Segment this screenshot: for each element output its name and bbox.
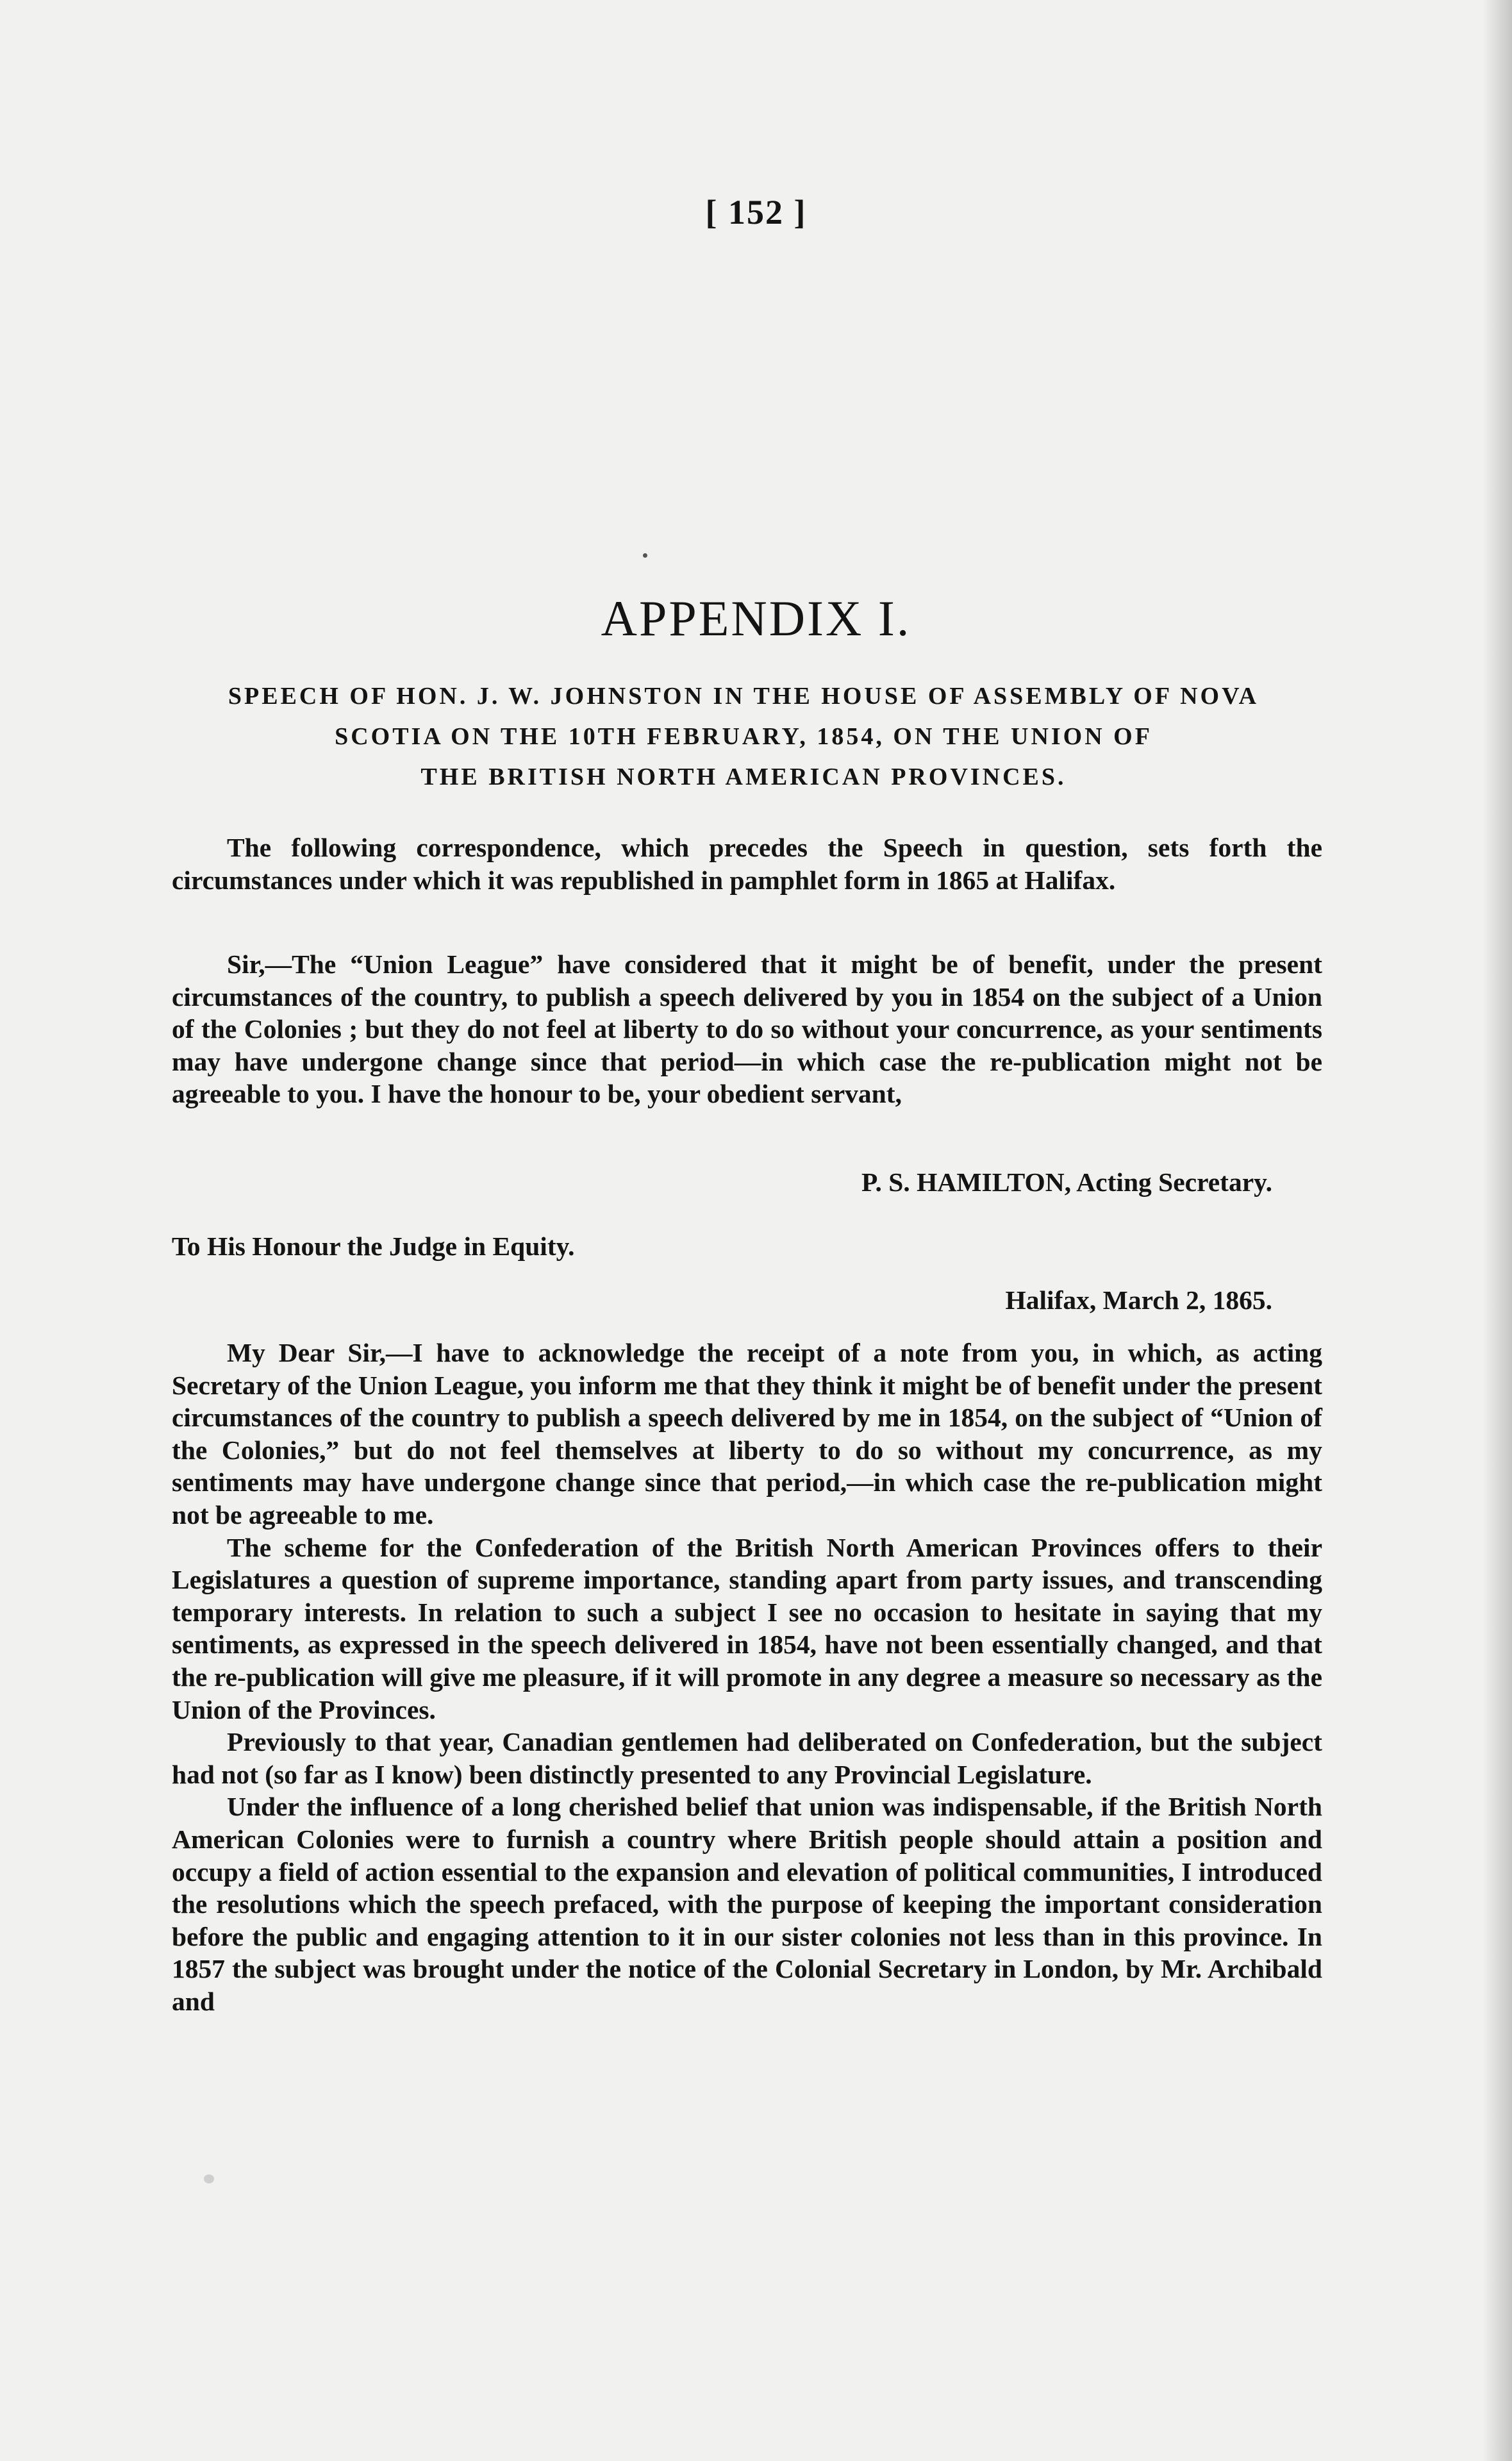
page-title: APPENDIX I. [601,590,911,646]
letter-two-paragraph: My Dear Sir,—I have to acknowledge the receipt of a note from you, in which, as acting Secretary of the Union League, you inform me that they think it might be of benefit under the present circumstances of the country to publish a speech delivered by me in 1854, on the subject of “Union of the Colonies,” but do not feel themselves at liberty to do so without my concurrence, as my sentiments may have undergone change since that period,—in which case the re-publication might not be agreeable to me. [172,1338,1322,1530]
letter-one-addressee: To His Honour the Judge in Equity. [172,1231,575,1261]
letter-one-body: Sir,—The “Union League” have considered that it might be of benefit, under the present circumstances of the country, to publish a speech delivered by you in 1854 on the subject of a Union of the Colonies ; but they do not feel at liberty to do so without your concurrence, as your sentiments may have undergone change since that period—in which case the re-publication might not be agreeable to you. I have the honour to be, your obedient servant, [172,949,1322,1109]
appendix-subtitle [167,676,1320,797]
letter-one [172,948,1322,1110]
subtitle-line: SCOTIA ON THE 10TH FEBRUARY, 1854, ON THE UNION OF [335,723,1152,750]
subtitle-line: SPEECH OF HON. J. W. JOHNSTON IN THE HOUSE OF ASSEMBLY OF NOVA [228,683,1259,710]
print-speck [643,553,647,558]
intro-block [172,831,1322,896]
subtitle-line: THE BRITISH NORTH AMERICAN PROVINCES. [420,763,1067,790]
letter-two-body [172,1337,1322,2017]
intro-paragraph: The following correspondence, which precedes the Speech in question, sets forth the circumstances under which it was republished in pamphlet form in 1865 at Halifax. [172,833,1322,895]
page-edge-shadow [1483,0,1512,2461]
print-speck [204,2174,214,2183]
letter-two-paragraph: Under the influence of a long cherished belief that union was indispensable, if the British North American Colonies were to furnish a country where British people should attain a position and occupy a field of action essential to the expansion and elevation of political communities, I introduced the resolutions which the speech prefaced, with the purpose of keeping the important consideration before the public and engaging attention to it in our sister colonies not less than in this province. In 1857 the subject was brought under the notice of the Colonial Secretary in London, by Mr. Archibald and [172,1792,1322,2016]
letter-two-paragraph: Previously to that year, Canadian gentlemen had deliberated on Confederation, but the subject had not (so far as I know) been distinctly presented to any Provincial Legislature. [172,1727,1322,1789]
letter-two-paragraph: The scheme for the Confederation of the British North American Provinces offers to their Legislatures a question of supreme importance, standing apart from party issues, and transcending temporary interests. In relation to such a subject I see no occasion to hesitate in saying that my sentiments, as expressed in the speech delivered in 1854, have not been essentially changed, and that the re-publication will give me pleasure, if it will promote in any degree a measure so necessary as the Union of the Provinces. [172,1532,1322,1724]
page-number: [ 152 ] [705,193,807,231]
letter-two-dateline: Halifax, March 2, 1865. [1005,1285,1272,1315]
letter-one-signature: P. S. HAMILTON, Acting Secretary. [861,1167,1272,1197]
